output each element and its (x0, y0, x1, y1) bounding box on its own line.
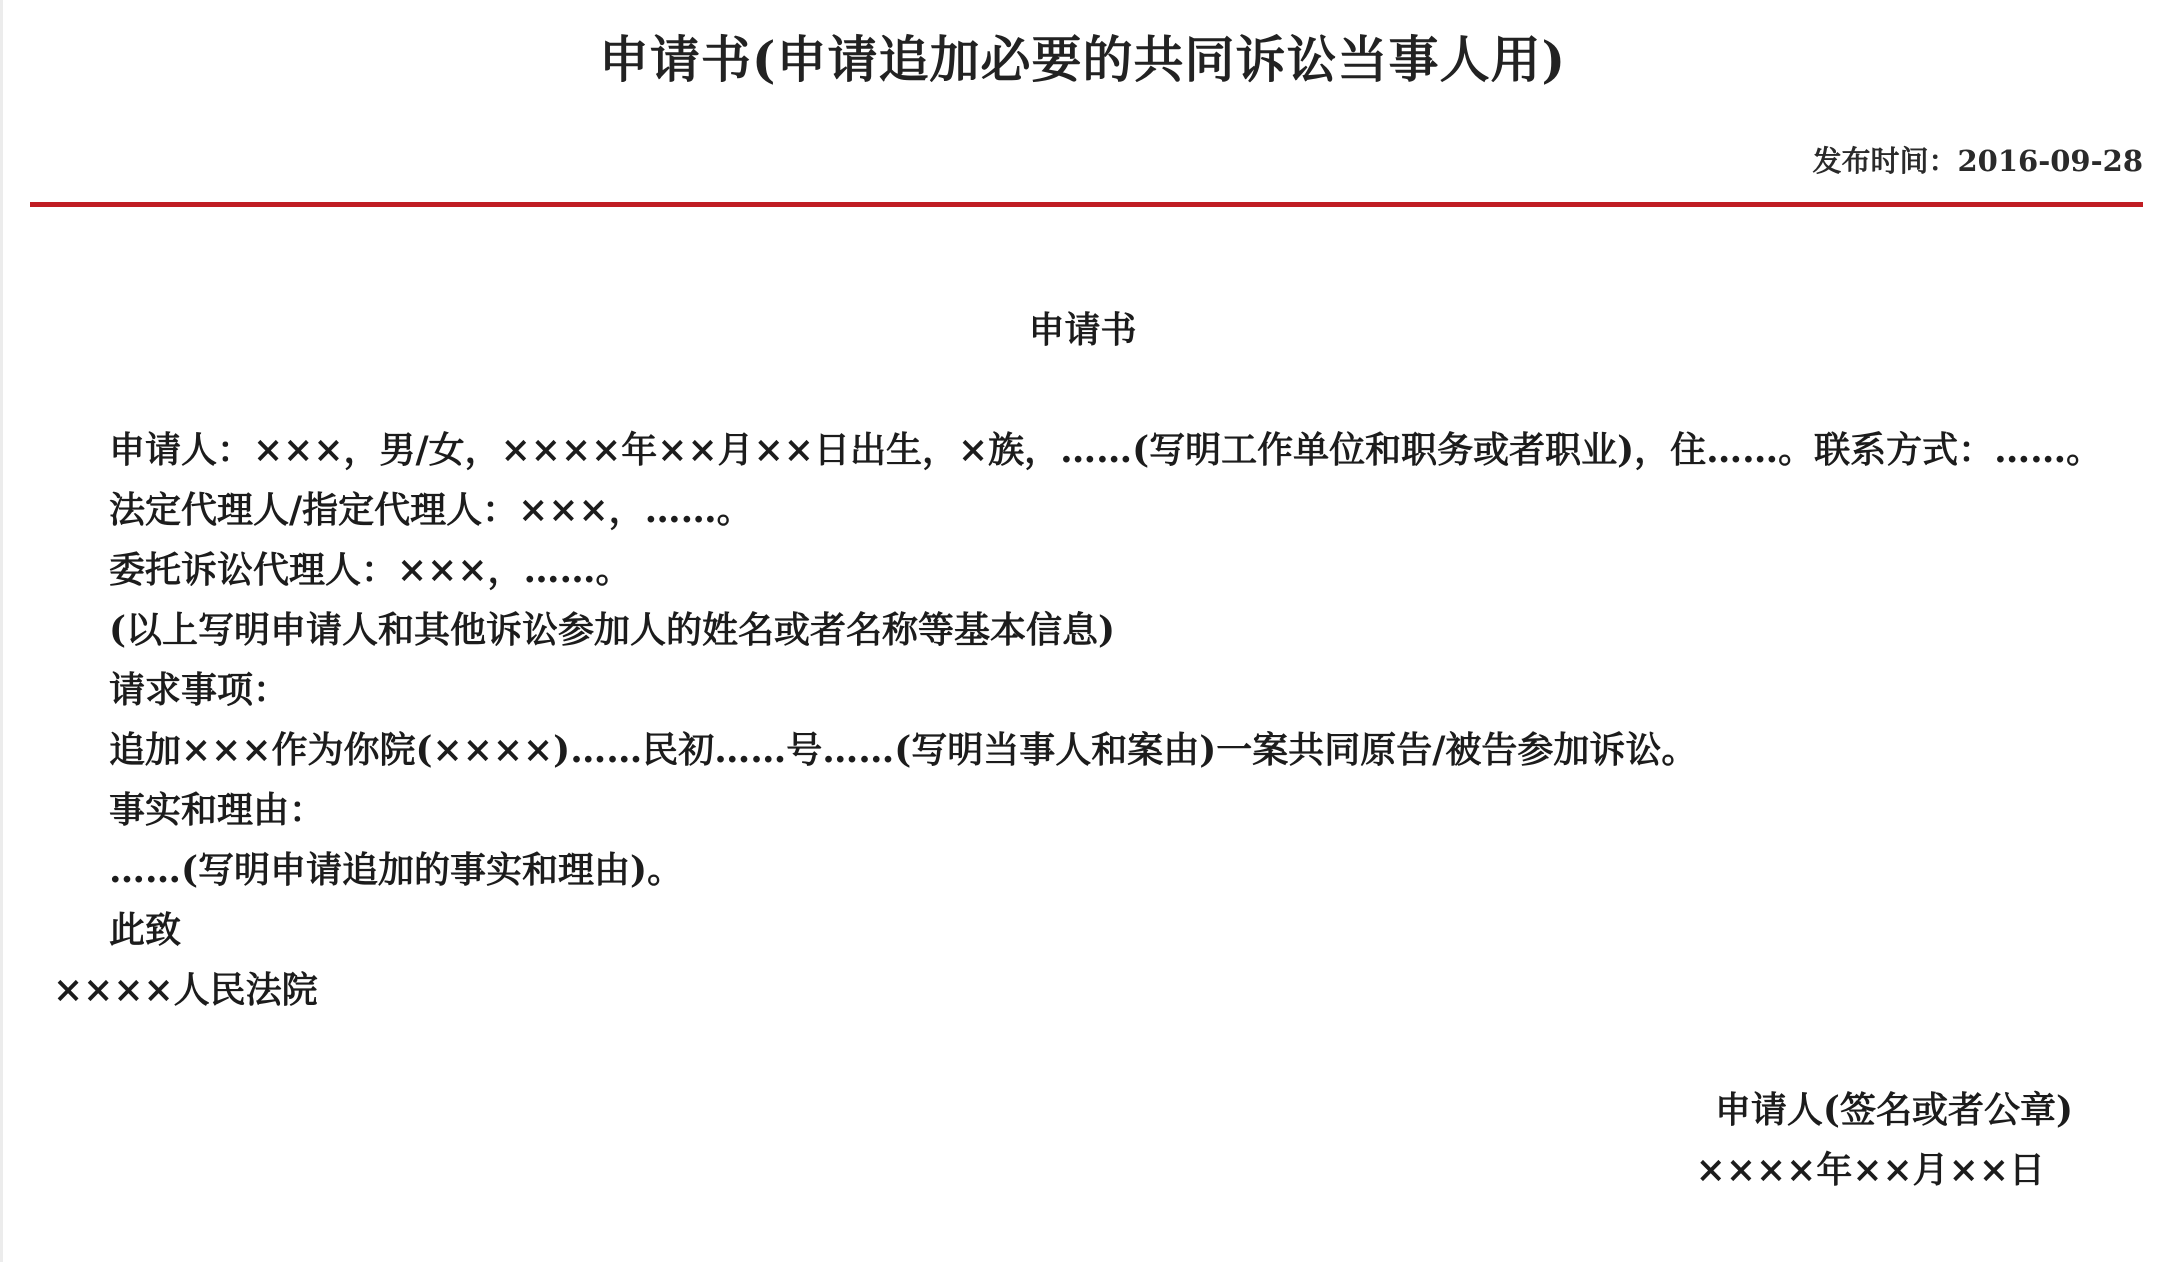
signature-applicant-line: 申请人(签名或者公章) (1714, 1089, 2073, 1131)
paragraph-facts-reasons-detail: ……(写明申请追加的事实和理由)。 (109, 849, 684, 891)
publish-time-label: 发布时间：2016-09-28 (1812, 144, 2143, 178)
paragraph-facts-reasons-label: 事实和理由： (109, 789, 326, 831)
paragraph-entrusted-agent: 委托诉讼代理人：×××，……。 (109, 549, 632, 591)
paragraph-legal-agent: 法定代理人/指定代理人：×××，……。 (109, 489, 753, 531)
signature-block (33, 1080, 2132, 1200)
paragraph-applicant-info: 申请人：×××，男/女，××××年××月××日出生，×族，……(写明工作单位和职务或者职业)，住……。联系方式：……。 (109, 429, 2103, 471)
red-divider-line (30, 202, 2143, 207)
document-body (3, 300, 2162, 1200)
signature-date-line: ××××年××月××日 (1695, 1149, 2045, 1191)
paragraph-court-name: ××××人民法院 (53, 969, 318, 1011)
paragraph-request-items-label: 请求事项： (109, 669, 290, 711)
paragraph-basic-info-note: (以上写明申请人和其他诉讼参加人的姓名或者名称等基本信息) (109, 609, 1116, 651)
document-heading: 申请书 (1028, 309, 1137, 351)
page-title: 申请书(申请追加必要的共同诉讼当事人用) (598, 30, 1567, 89)
paragraph-salutation: 此致 (109, 909, 182, 951)
paragraph-request-detail: 追加×××作为你院(××××)……民初……号……(写明当事人和案由)一案共同原告/被告参加诉讼。 (109, 729, 1698, 771)
